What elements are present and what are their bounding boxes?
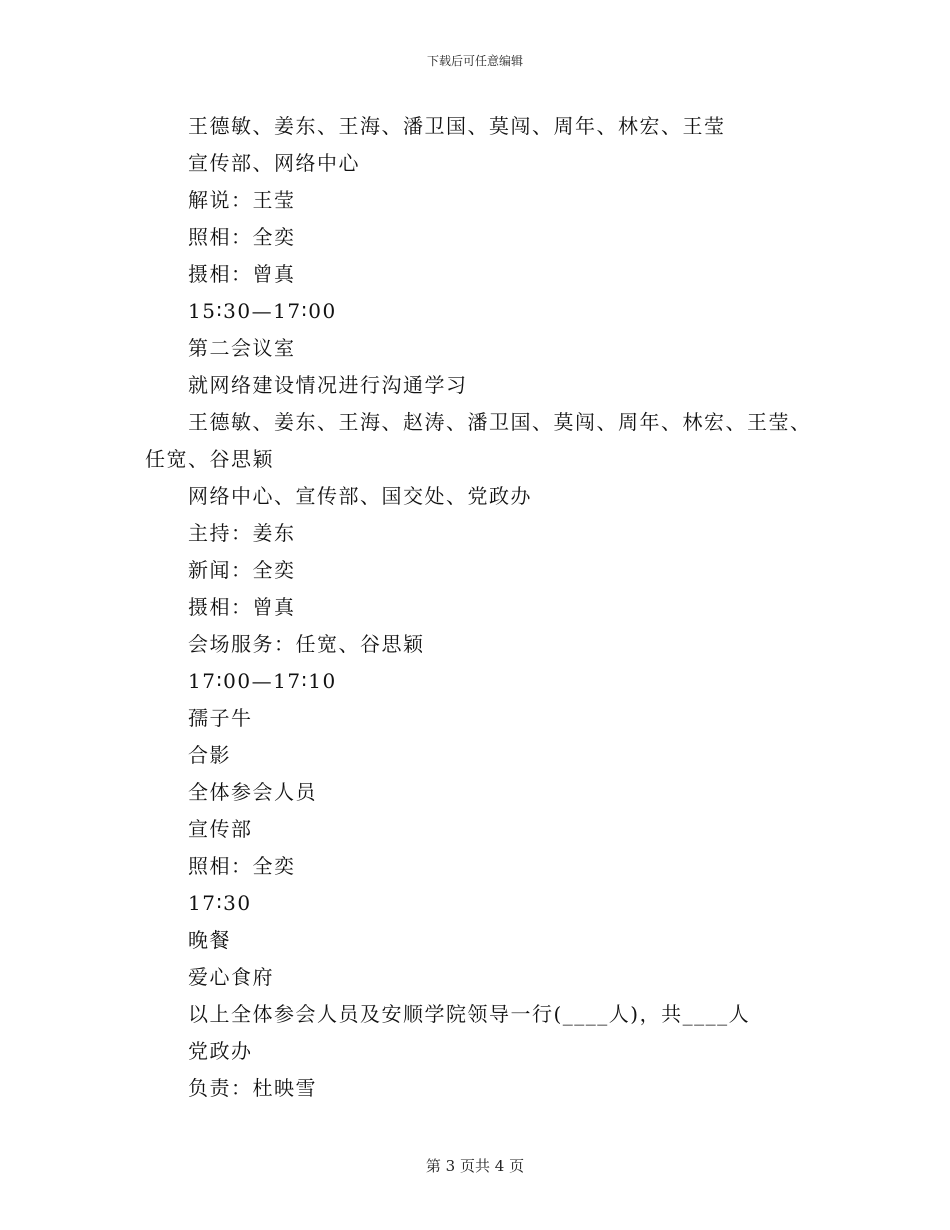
role-line: 照相：全奕 xyxy=(188,854,296,878)
attendee-list-paragraph xyxy=(145,404,845,478)
activity-line: 晚餐 xyxy=(188,928,231,952)
attendee-list-line-continued: 任宽、谷思颖 xyxy=(145,447,274,471)
time-slot-line: 15∶30—17∶00 xyxy=(188,299,337,323)
department-line: 宣传部、网络中心 xyxy=(188,151,360,175)
location-line: 孺子牛 xyxy=(188,706,253,730)
department-line: 网络中心、宣传部、国交处、党政办 xyxy=(188,484,532,508)
attendee-list-line: 全体参会人员 xyxy=(188,780,317,804)
attendee-list-line: 王德敏、姜东、王海、潘卫国、莫闯、周年、林宏、王莹 xyxy=(188,114,726,138)
role-line: 摄相：曾真 xyxy=(188,262,296,286)
role-line: 照相：全奕 xyxy=(188,225,296,249)
time-slot-line: 17∶30 xyxy=(188,891,252,915)
attendee-list-line: 以上全体参会人员及安顺学院领导一行(____人)，共____人 xyxy=(188,1002,751,1026)
role-line: 负责：杜映雪 xyxy=(188,1076,317,1100)
activity-line: 合影 xyxy=(188,743,231,767)
role-line: 新闻：全奕 xyxy=(188,558,296,582)
department-line: 宣传部 xyxy=(188,817,253,841)
time-slot-line: 17∶00—17∶10 xyxy=(188,669,337,693)
role-line: 主持：姜东 xyxy=(188,521,296,545)
role-line: 会场服务：任宽、谷思颖 xyxy=(188,632,425,656)
department-line: 党政办 xyxy=(188,1039,253,1063)
activity-line: 就网络建设情况进行沟通学习 xyxy=(188,373,468,397)
page-footer: 第 3 页共 4 页 xyxy=(425,1157,525,1175)
location-line: 第二会议室 xyxy=(188,336,296,360)
location-line: 爱心食府 xyxy=(188,965,274,989)
role-line: 摄相：曾真 xyxy=(188,595,296,619)
attendee-list-line: 王德敏、姜东、王海、赵涛、潘卫国、莫闯、周年、林宏、王莹、 xyxy=(188,410,812,434)
page-header: 下载后可任意编辑 xyxy=(426,54,523,68)
document-body xyxy=(145,108,845,1107)
role-line: 解说：王莹 xyxy=(188,188,296,212)
